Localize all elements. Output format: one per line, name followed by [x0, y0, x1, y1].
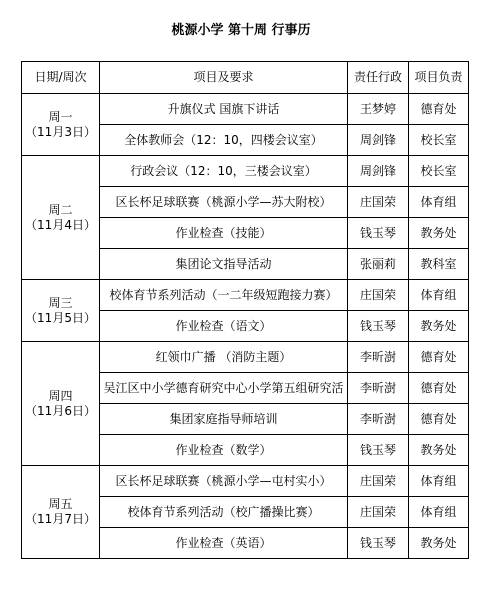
dept-cell: 德育处 — [409, 94, 469, 125]
header-date-week: 日期/周次 — [22, 62, 100, 94]
dept-cell: 教科室 — [409, 249, 469, 280]
admin-cell: 李昕澍 — [348, 342, 409, 373]
table-row — [22, 280, 469, 311]
item-cell: 集团论文指导活动 — [100, 249, 348, 280]
admin-cell: 庄国荣 — [348, 187, 409, 218]
day-date: （11月3日） — [25, 124, 96, 139]
admin-cell: 张丽莉 — [348, 249, 409, 280]
dept-cell: 体育组 — [409, 497, 469, 528]
admin-cell: 钱玉琴 — [348, 311, 409, 342]
table-row — [22, 342, 469, 373]
dept-cell: 校长室 — [409, 156, 469, 187]
day-cell — [22, 156, 100, 280]
item-cell: 红领巾广播 （消防主题） — [100, 342, 348, 373]
admin-cell: 王梦婷 — [348, 94, 409, 125]
item-cell: 行政会议（12：10，三楼会议室） — [100, 156, 348, 187]
item-cell: 作业检查（技能） — [100, 218, 348, 249]
dept-cell: 体育组 — [409, 280, 469, 311]
day-name: 周四 — [48, 388, 73, 403]
day-date: （11月7日） — [25, 512, 96, 526]
dept-cell: 教务处 — [409, 528, 469, 559]
item-cell: 吴江区中小学德育研究中心小学第五组研究活 — [100, 373, 348, 404]
schedule-body — [22, 62, 469, 559]
day-cell — [22, 280, 100, 342]
dept-cell: 体育组 — [409, 187, 469, 218]
page-title: 桃源小学 第十周 行事历 — [171, 23, 311, 38]
header-dept: 项目负责 — [409, 62, 469, 94]
item-cell: 作业检查（英语） — [100, 528, 348, 559]
item-cell: 作业检查（数学） — [100, 435, 348, 466]
schedule-table — [21, 61, 469, 559]
dept-cell: 校长室 — [409, 125, 469, 156]
admin-cell: 李昕澍 — [348, 373, 409, 404]
item-cell: 全体教师会（12：10，四楼会议室） — [100, 125, 348, 156]
day-name: 周三 — [48, 295, 73, 310]
day-date: （11月6日） — [25, 403, 96, 418]
admin-cell: 周剑锋 — [348, 156, 409, 187]
admin-cell: 庄国荣 — [348, 280, 409, 311]
admin-cell: 周剑锋 — [348, 125, 409, 156]
day-date: （11月4日） — [25, 217, 96, 232]
admin-cell: 钱玉琴 — [348, 528, 409, 559]
table-row — [22, 466, 469, 497]
item-cell: 校体育节系列活动（校广播操比赛） — [100, 497, 348, 528]
day-name: 周二 — [48, 202, 73, 217]
table-row — [22, 156, 469, 187]
dept-cell: 体育组 — [409, 466, 469, 497]
admin-cell: 钱玉琴 — [348, 218, 409, 249]
day-cell — [22, 342, 100, 466]
item-cell: 升旗仪式 国旗下讲话 — [100, 94, 348, 125]
dept-cell: 德育处 — [409, 342, 469, 373]
admin-cell: 钱玉琴 — [348, 435, 409, 466]
dept-cell: 教务处 — [409, 435, 469, 466]
item-cell: 作业检查（语文） — [100, 311, 348, 342]
dept-cell: 教务处 — [409, 311, 469, 342]
dept-cell: 教务处 — [409, 218, 469, 249]
item-cell: 校体育节系列活动（一二年级短跑接力赛） — [100, 280, 348, 311]
item-cell: 区长杯足球联赛（桃源小学—屯村实小） — [100, 466, 348, 497]
dept-cell: 德育处 — [409, 404, 469, 435]
item-cell: 区长杯足球联赛（桃源小学—苏大附校） — [100, 187, 348, 218]
day-date: （11月5日） — [25, 310, 96, 325]
admin-cell: 李昕澍 — [348, 404, 409, 435]
day-cell — [22, 466, 100, 559]
day-cell — [22, 94, 100, 156]
admin-cell: 庄国荣 — [348, 466, 409, 497]
table-row — [22, 94, 469, 125]
day-name: 周五 — [48, 497, 73, 511]
day-name: 周一 — [48, 109, 73, 124]
dept-cell: 德育处 — [409, 373, 469, 404]
admin-cell: 庄国荣 — [348, 497, 409, 528]
header-item: 项目及要求 — [100, 62, 348, 94]
header-admin: 责任行政 — [348, 62, 409, 94]
table-header-row — [22, 62, 469, 94]
item-cell: 集团家庭指导师培训 — [100, 404, 348, 435]
